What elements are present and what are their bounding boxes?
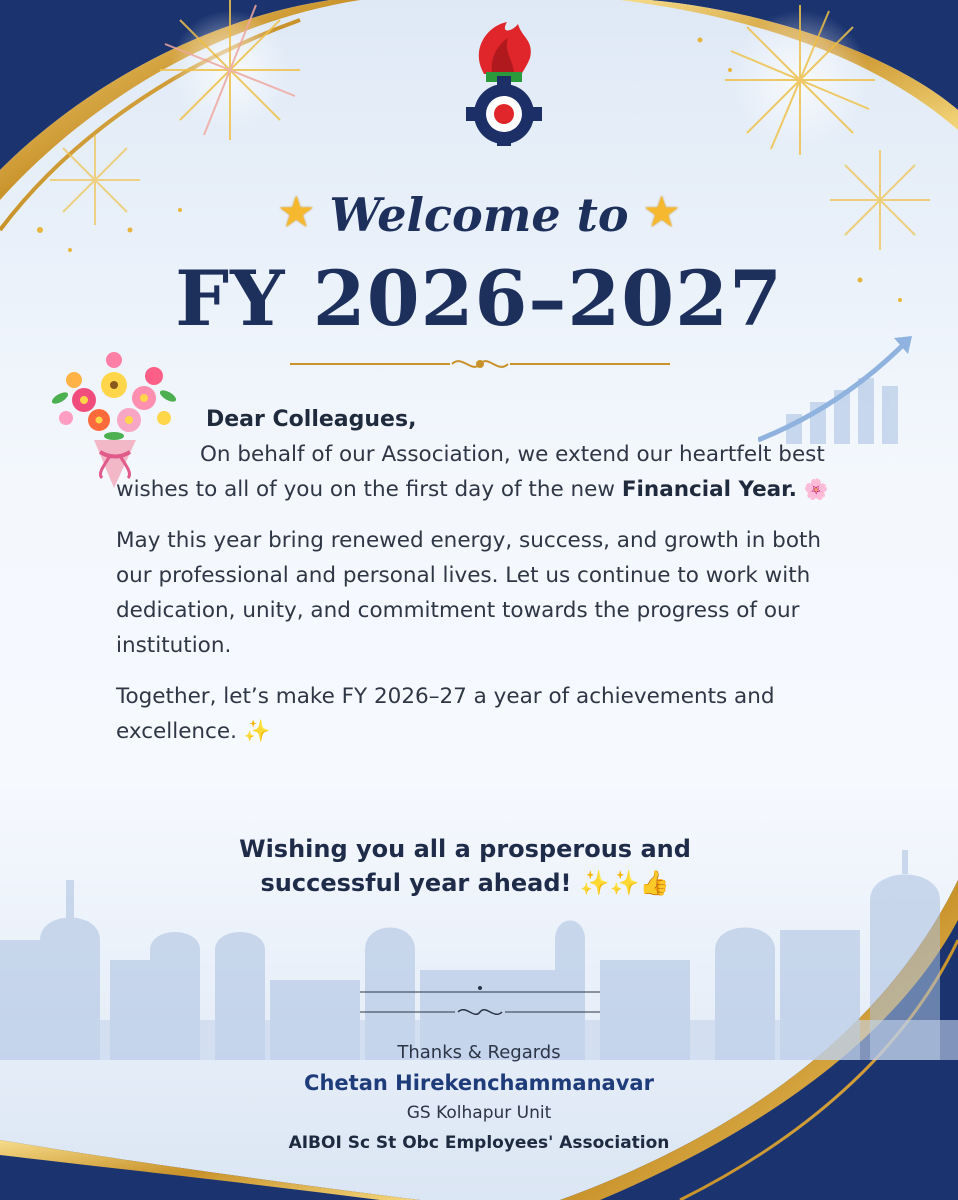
star-icon: ★ (644, 189, 679, 234)
paragraph-3-text: Together, let’s make FY 2026–27 a year of achievements and excellence. (116, 684, 775, 744)
paragraph-1 (116, 437, 856, 507)
signature-divider (350, 986, 610, 1026)
greeting: Dear Colleagues, (206, 407, 417, 432)
closing-line-1: Wishing you all a prosperous and (239, 835, 691, 863)
star-icon: ★ (279, 189, 314, 234)
paragraph-2: May this year bring renewed energy, success, and growth in both our professional and personal lives. Let us continue to work with dedication, unity, and commitment towards the progress of our institution. (116, 528, 822, 658)
closing-line-2-row (0, 866, 930, 900)
flower-icon: 🌸 (803, 477, 829, 501)
sparkles-icon: ✨ (243, 719, 271, 744)
page-title: FY 2026–2027 (175, 254, 783, 343)
paragraph-1-text: On behalf of our Association, we extend our heartfelt best wishes to all of you on the first day of the new (116, 442, 825, 502)
title-divider (290, 352, 670, 376)
paragraph-1-bold: Financial Year. (621, 477, 797, 502)
sparkles-icon: ✨✨ (579, 869, 640, 897)
thanks-text: Thanks & Regards (397, 1042, 561, 1063)
letter-body (116, 402, 856, 749)
welcome-text: Welcome to (329, 188, 629, 242)
sender-organization: AIBOI Sc St Obc Employees' Association (288, 1133, 670, 1153)
closing-line-2: successful year ahead! (260, 869, 572, 897)
sender-role: GS Kolhapur Unit (406, 1103, 552, 1123)
sender-name: Chetan Hirekenchammanavar (304, 1071, 654, 1095)
closing-wish (0, 832, 930, 900)
association-logo (452, 18, 552, 146)
welcome-heading (0, 188, 958, 242)
signature-block (0, 1038, 958, 1158)
paragraph-3 (116, 679, 856, 749)
thumbs-up-icon: 👍 (639, 869, 670, 897)
